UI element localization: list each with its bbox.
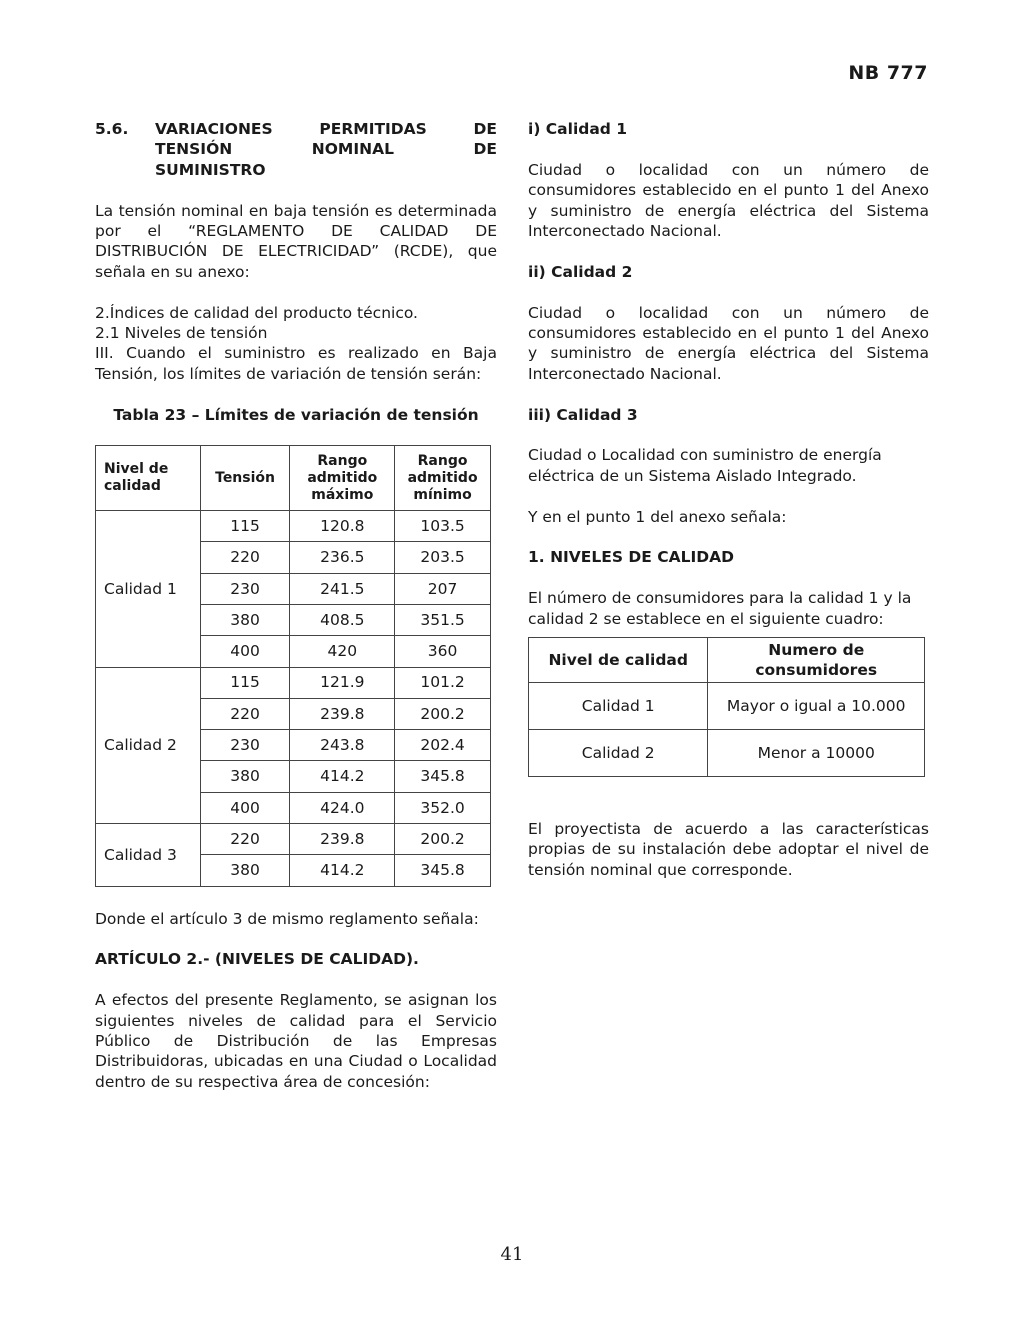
cell-min: 345.8 xyxy=(395,855,491,886)
cell-max: 414.2 xyxy=(290,761,395,792)
article-body: A efectos del presente Reglamento, se asignan los siguientes niveles de calidad para el Servicio Público de Distribución de las Empresas Distribuidoras, ubicadas en una Ciudad o Localidad dentro de su respectiva área de concesión: xyxy=(95,991,497,1091)
cell-min: 203.5 xyxy=(395,542,491,573)
cell-tension: 380 xyxy=(200,855,290,886)
cell-min: 345.8 xyxy=(395,761,491,792)
after-table-paragraph: Donde el artículo 3 de mismo reglamento señala: xyxy=(95,909,479,928)
cell-max: 420 xyxy=(290,636,395,667)
cell-min: 351.5 xyxy=(395,604,491,635)
cell-max: 241.5 xyxy=(290,573,395,604)
table-row xyxy=(96,824,491,855)
cell-level: Calidad 2 xyxy=(529,730,708,777)
cell-tension: 230 xyxy=(200,573,290,604)
intro-paragraph: La tensión nominal en baja tensión es determinada por el “REGLAMENTO DE CALIDAD DE DISTRIBUCIÓN DE ELECTRICIDAD” (RCDE), que señala en su anexo: xyxy=(95,201,497,281)
cell-quality-level: Calidad 3 xyxy=(96,824,201,887)
cell-min: 200.2 xyxy=(395,698,491,729)
section-title xyxy=(155,119,497,180)
cell-tension: 220 xyxy=(200,698,290,729)
table-header-row xyxy=(96,446,491,511)
calidad-3-title: iii) Calidad 3 xyxy=(528,405,638,424)
cell-max: 236.5 xyxy=(290,542,395,573)
section-title-line-2: TENSIÓN NOMINAL DE xyxy=(155,140,497,159)
cell-min: 202.4 xyxy=(395,730,491,761)
right-column xyxy=(528,119,929,880)
cell-max: 243.8 xyxy=(290,730,395,761)
list-item-indices: 2.Índices de calidad del producto técnico. xyxy=(95,303,418,322)
cell-min: 200.2 xyxy=(395,824,491,855)
article-title: ARTÍCULO 2.- (NIVELES DE CALIDAD). xyxy=(95,950,419,969)
calidad-1-body: Ciudad o localidad con un número de consumidores establecido en el punto 1 del Anexo y suministro de energía eléctrica del Sistema Interconectado Nacional. xyxy=(528,160,929,241)
header-max: Rango admitido máximo xyxy=(290,446,395,511)
cell-max: 121.9 xyxy=(290,667,395,698)
cell-min: 207 xyxy=(395,573,491,604)
annex-intro: Y en el punto 1 del anexo señala: xyxy=(528,507,787,526)
header-tension: Tensión xyxy=(200,446,290,511)
cell-tension: 400 xyxy=(200,792,290,823)
cell-min: 103.5 xyxy=(395,511,491,542)
cell-quality-level: Calidad 1 xyxy=(96,511,201,667)
cell-quality-level: Calidad 2 xyxy=(96,667,201,823)
cell-tension: 115 xyxy=(200,667,290,698)
voltage-limits-table xyxy=(95,445,491,887)
calidad-1-title: i) Calidad 1 xyxy=(528,120,628,138)
levels-title: 1. NIVELES DE CALIDAD xyxy=(528,548,735,567)
header-nivel-calidad: Nivel de calidad xyxy=(529,638,708,683)
header-min: Rango admitido mínimo xyxy=(395,446,491,511)
section-title-line-3: SUMINISTRO xyxy=(155,160,266,179)
cell-consumers: Menor a 10000 xyxy=(708,730,925,777)
table-row xyxy=(96,511,491,542)
section-title-line-1: VARIACIONES PERMITIDAS DE xyxy=(155,120,497,138)
cell-tension: 220 xyxy=(200,824,290,855)
cell-max: 239.8 xyxy=(290,824,395,855)
cell-tension: 115 xyxy=(200,511,290,542)
page-number: 41 xyxy=(500,1244,524,1265)
consumers-table xyxy=(528,637,925,777)
cell-max: 120.8 xyxy=(290,511,395,542)
cell-level: Calidad 1 xyxy=(529,683,708,730)
cell-tension: 230 xyxy=(200,730,290,761)
cell-min: 352.0 xyxy=(395,792,491,823)
table-header-row xyxy=(529,638,925,683)
table-row xyxy=(529,730,925,777)
list-item-baja-tension: III. Cuando el suministro es realizado en Baja Tensión, los límites de variación de tensión serán: xyxy=(95,344,497,383)
header-nivel-line2: calidad xyxy=(104,478,161,495)
calidad-2-title: ii) Calidad 2 xyxy=(528,262,633,281)
header-consumidores: Numero de consumidores xyxy=(708,638,925,683)
cell-max: 408.5 xyxy=(290,604,395,635)
calidad-3-body: Ciudad o Localidad con suministro de energía eléctrica de un Sistema Aislado Integrado. xyxy=(528,446,882,485)
list-item-niveles: 2.1 Niveles de tensión xyxy=(95,324,268,343)
cell-max: 414.2 xyxy=(290,855,395,886)
cell-tension: 380 xyxy=(200,604,290,635)
calidad-2-body: Ciudad o localidad con un número de consumidores establecido en el punto 1 del Anexo y suministro de energía eléctrica del Sistema Interconectado Nacional. xyxy=(528,303,929,383)
table-row xyxy=(96,667,491,698)
cell-max: 424.0 xyxy=(290,792,395,823)
cell-min: 360 xyxy=(395,636,491,667)
table-caption: Tabla 23 – Límites de variación de tensión xyxy=(113,405,479,424)
levels-body: El número de consumidores para la calidad 1 y la calidad 2 se establece en el siguiente cuadro: xyxy=(528,589,912,628)
cell-tension: 380 xyxy=(200,761,290,792)
left-column xyxy=(95,119,497,1092)
section-heading xyxy=(95,119,497,180)
cell-tension: 400 xyxy=(200,636,290,667)
cell-max: 239.8 xyxy=(290,698,395,729)
section-number: 5.6. xyxy=(95,120,129,138)
header-nivel xyxy=(96,446,201,511)
closing-paragraph: El proyectista de acuerdo a las características propias de su instalación debe adoptar el nivel de tensión nominal que corresponde. xyxy=(528,820,929,879)
cell-tension: 220 xyxy=(200,542,290,573)
document-code: NB 777 xyxy=(848,62,928,84)
header-nivel-line1: Nivel de xyxy=(104,461,169,478)
table-row xyxy=(529,683,925,730)
cell-min: 101.2 xyxy=(395,667,491,698)
cell-consumers: Mayor o igual a 10.000 xyxy=(708,683,925,730)
